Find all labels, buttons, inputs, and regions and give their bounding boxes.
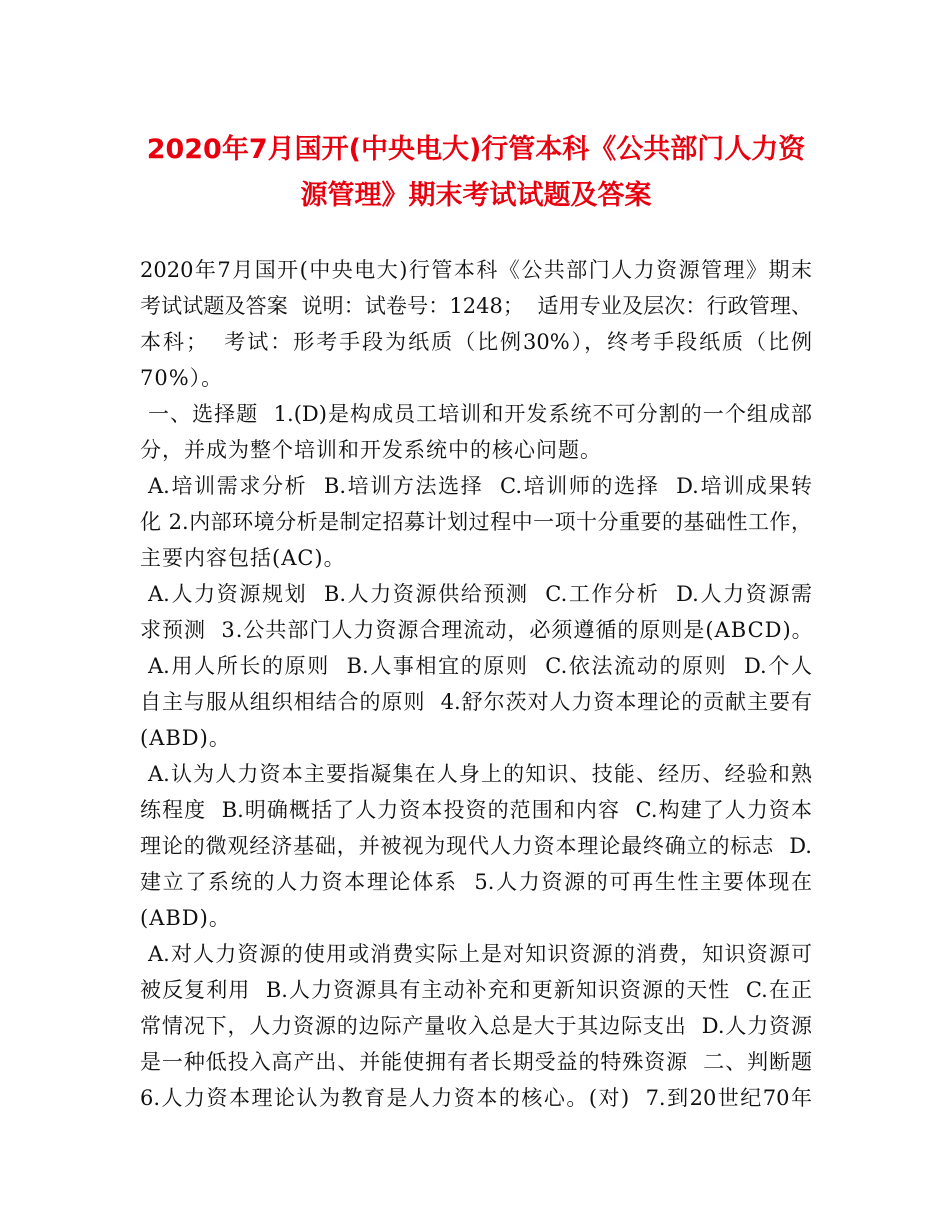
body-line: 自主与服从组织相结合的原则 4.舒尔茨对人力资本理论的贡献主要有	[140, 690, 812, 714]
body-line: 被反复利用 B.人力资源具有主动补充和更新知识资源的天性 C.在正	[140, 978, 812, 1002]
body-line: 70%）。	[140, 366, 224, 390]
body-line: 本科； 考试：形考手段为纸质（比例30%），终考手段纸质（比例	[140, 330, 812, 354]
body-line: 建立了系统的人力资本理论体系 5.人力资源的可再生性主要体现在	[140, 870, 812, 894]
body-line: A.对人力资源的使用或消费实际上是对知识资源的消费，知识资源可	[148, 942, 812, 966]
body-line: 理论的微观经济基础，并被视为现代人力资本理论最终确立的标志 D.	[140, 834, 812, 858]
body-line: 化 2.内部环境分析是制定招募计划过程中一项十分重要的基础性工作，	[140, 510, 812, 534]
body-line: 2020年7月国开(中央电大)行管本科《公共部门人力资源管理》期末	[140, 258, 812, 282]
body-line: A.人力资源规划 B.人力资源供给预测 C.工作分析 D.人力资源需	[148, 582, 812, 606]
title-line: 源管理》期末考试试题及答案	[300, 180, 652, 211]
body-line: A.认为人力资本主要指凝集在人身上的知识、技能、经历、经验和熟	[148, 762, 812, 786]
body-line: 一、选择题 1.(D)是构成员工培训和开发系统不可分割的一个组成部	[148, 402, 812, 426]
body-line: 6.人力资本理论认为教育是人力资本的核心。(对) 7.到20世纪70年	[140, 1086, 812, 1110]
title-line: 2020年7月国开(中央电大)行管本科《公共部门人力资	[146, 134, 806, 165]
body-line: (ABD)。	[140, 726, 231, 750]
body-line: 主要内容包括(AC)。	[140, 546, 346, 570]
body-line: 求预测 3.公共部门人力资源合理流动，必须遵循的原则是(ABCD)。	[140, 618, 814, 642]
document-title	[140, 127, 812, 219]
document-body	[140, 252, 812, 1116]
body-line: 常情况下，人力资源的边际产量收入总是大于其边际支出 D.人力资源	[140, 1014, 812, 1038]
body-line: 练程度 B.明确概括了人力资本投资的范围和内容 C.构建了人力资本	[140, 798, 812, 822]
body-line: 是一种低投入高产出、并能使拥有者长期受益的特殊资源 二、判断题	[140, 1050, 812, 1074]
body-line: 考试试题及答案 说明：试卷号：1248； 适用专业及层次：行政管理、	[140, 294, 812, 318]
body-line: 分，并成为整个培训和开发系统中的核心问题。	[140, 438, 602, 462]
body-line: (ABD)。	[140, 906, 231, 930]
body-line: A.培训需求分析 B.培训方法选择 C.培训师的选择 D.培训成果转	[148, 474, 812, 498]
body-line: A.用人所长的原则 B.人事相宜的原则 C.依法流动的原则 D.个人	[148, 654, 812, 678]
